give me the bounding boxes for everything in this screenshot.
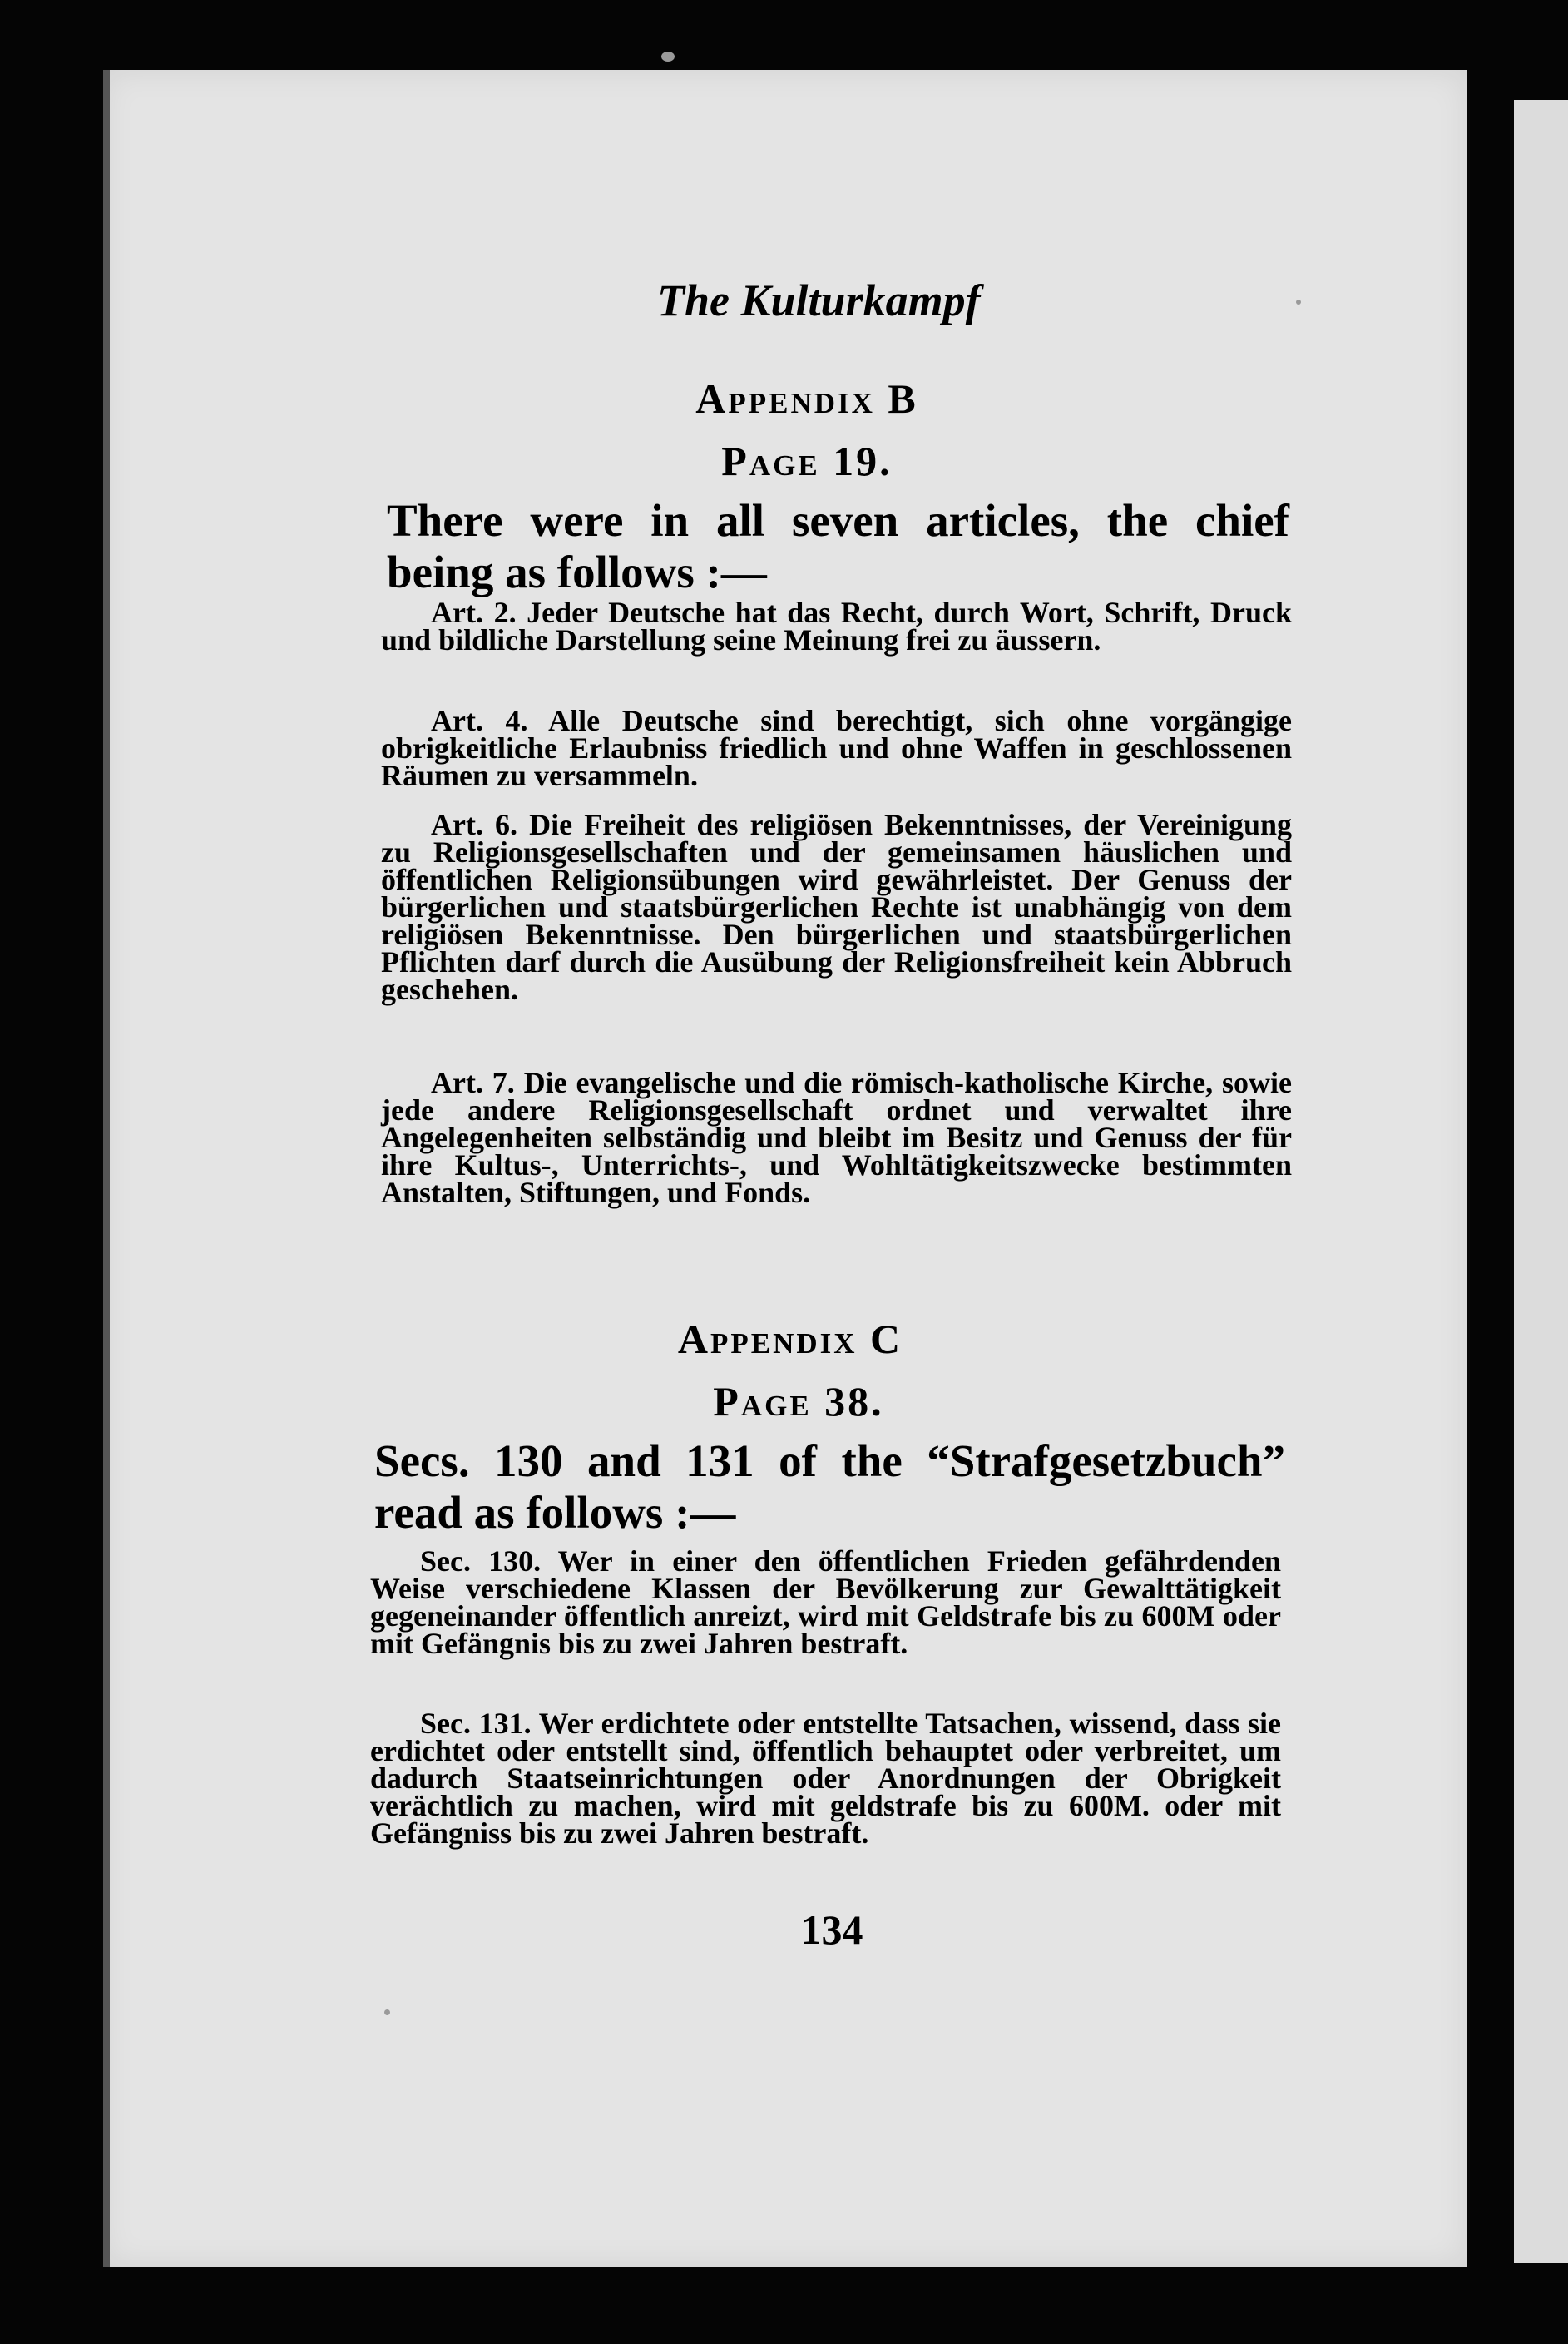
page-binding-edge (103, 70, 110, 2267)
scan-speck (661, 52, 675, 62)
adjacent-page-edge (1514, 100, 1568, 2263)
appendix-b-page-ref: Page 19. (721, 438, 893, 484)
scan-speck (1296, 300, 1301, 305)
section-131: Sec. 131. Wer erdichtete oder entstellte Tatsachen, wissend, dass sie erdichtet oder entstellt sind, öffentlich behauptet oder verbreitet, um dadurch Staatseinrichtungen oder Anordnungen der Obrigkeit verächtlich zu machen, wird mit geldstrafe bis zu 600M. oder mit Gefängniss bis zu zwei Jahren bestraft. (370, 1707, 1281, 1850)
appendix-c-page-ref: Page 38. (713, 1378, 884, 1425)
appendix-b-heading: Appendix B (695, 375, 918, 422)
scan-speck (384, 2009, 390, 2015)
appendix-c-intro: Secs. 130 and 131 of the “Strafgesetzbuch” read as follows :— (374, 1435, 1285, 1538)
article-7: Art. 7. Die evangelische und die römisch-katholische Kirche, sowie jede andere Religionsgesellschaft ordnet und verwaltet ihre Angelegenheiten selbständig und bleibt im Besitz und Genuss der für ihre Kultus-, Unterrichts-, und Wohltätigkeitszwecke bestimmten Anstalten, Stiftungen, und Fonds. (381, 1066, 1292, 1209)
running-head: The Kulturkampf (657, 275, 981, 325)
page-number: 134 (800, 1906, 863, 1953)
article-6: Art. 6. Die Freiheit des religiösen Bekenntnisses, der Vereinigung zu Religionsgesellschaften und der gemeinsamen häuslichen und öffentlichen Religionsübungen wird gewährleistet. Der Genuss der bürgerlichen und staatsbürgerlichen Rechte ist unabhängig von dem religiösen Bekenntnisse. Den bürgerlichen und staatsbürgerlichen Pflichten darf durch die Ausübung der Religionsfreiheit kein Abbruch geschehen. (381, 808, 1292, 1006)
appendix-b-intro: There were in all seven articles, the chief being as follows :— (387, 495, 1289, 597)
article-2: Art. 2. Jeder Deutsche hat das Recht, durch Wort, Schrift, Druck und bildliche Darstellung seine Meinung frei zu äussern. (381, 596, 1292, 657)
appendix-c-heading: Appendix C (677, 1316, 903, 1362)
article-4: Art. 4. Alle Deutsche sind berechtigt, sich ohne vorgängige obrigkeitliche Erlaubniss friedlich und ohne Waffen in geschlossenen Räumen zu versammeln. (381, 704, 1292, 792)
section-130: Sec. 130. Wer in einer den öffentlichen Frieden gefährdenden Weise verschiedene Klassen der Bevölkerung zur Gewalttätigkeit gegeneinander öffentlich anreizt, wird mit Geldstrafe bis zu 600M oder mit Gefängnis bis zu zwei Jahren bestraft. (370, 1544, 1281, 1660)
